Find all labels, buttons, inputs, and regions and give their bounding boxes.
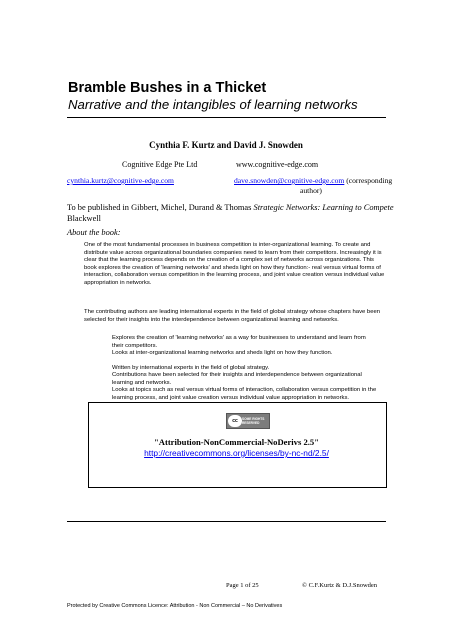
paragraph-1: One of the most fundamental processes in business competition is inter-organizational learning. To create and distribute value across organizational boundaries companies need to learn from their competitors. Increasingly it is clear that the learning process depends on the creation of a complex set of networks across organizations. This book explores the creation of 'learning networks' and sheds light on how they function:- real versus virtual forms of interaction, collaboration versus competition in the learning process, and joint value creation versus individual value appropriation in networks. (84, 242, 385, 286)
license-name: "Attribution-NonCommercial-NoDerivs 2.5" (153, 437, 319, 447)
organization: Cognitive Edge Pte Ltd (122, 160, 198, 169)
website: www.cognitive-edge.com (236, 160, 319, 169)
authors: Cynthia F. Kurtz and David J. Snowden (149, 140, 303, 150)
copyright: © C.F.Kurtz & D.J.Snowden (302, 582, 378, 589)
cc-license-badge-icon[interactable] (226, 413, 270, 429)
bullet-2: Looks at inter-organizational learning networks and sheds light on how they function. (112, 350, 333, 356)
cc-badge-text: SOME RIGHTS RESERVED (242, 417, 265, 425)
email-block-snowden (234, 176, 394, 196)
email-link-kurtz[interactable]: cynthia.kurtz@cognitive-edge.com (67, 176, 174, 185)
license-footer: Protected by Creative Commons Licence: Attribution - Non Commercial – No Derivatives (67, 603, 283, 609)
about-heading: About the book: (67, 228, 121, 237)
book-title: Strategic Networks: Learning to Compete (253, 203, 394, 212)
paragraph-2: The contributing authors are leading international experts in the field of global strategy whose chapters have been selected for their insights into the interdependence between organizational learning and networks. (84, 309, 381, 323)
publication-note: To be published in Gibbert, Michel, Durand & Thomas Strategic Networks: Learning to Compete Blackwell (67, 203, 394, 223)
bullet-3: Written by international experts in the field of global strategy. (112, 365, 270, 371)
document-title: Bramble Bushes in a Thicket (68, 80, 267, 96)
email-link-snowden[interactable]: dave.snowden@cognitive-edge.com (234, 176, 345, 185)
title-underline (67, 117, 386, 118)
bullet-1: Explores the creation of 'learning networks' as a way for businesses to understand and learn from their competitors. (112, 335, 366, 349)
bullet-5: Looks at topics such as real versus virtual forms of interaction, collaboration versus competition in the learning process, and joint value creation versus individual value appropriation in networks. (112, 387, 377, 401)
corresponding-note: (corresponding (344, 176, 393, 185)
bullet-4: Contributions have been selected for their insights and interdependence between organizational learning and networks. (112, 372, 362, 386)
document-subtitle: Narrative and the intangibles of learning networks (68, 97, 358, 112)
page-number: Page 1 of 25 (226, 582, 259, 589)
footer-divider (67, 521, 386, 522)
cc-symbol-icon: cc (228, 415, 242, 427)
license-url-link[interactable]: http://creativecommons.org/licenses/by-nc-nd/2.5/ (144, 448, 329, 458)
corresponding-note-2: author) (300, 186, 322, 195)
